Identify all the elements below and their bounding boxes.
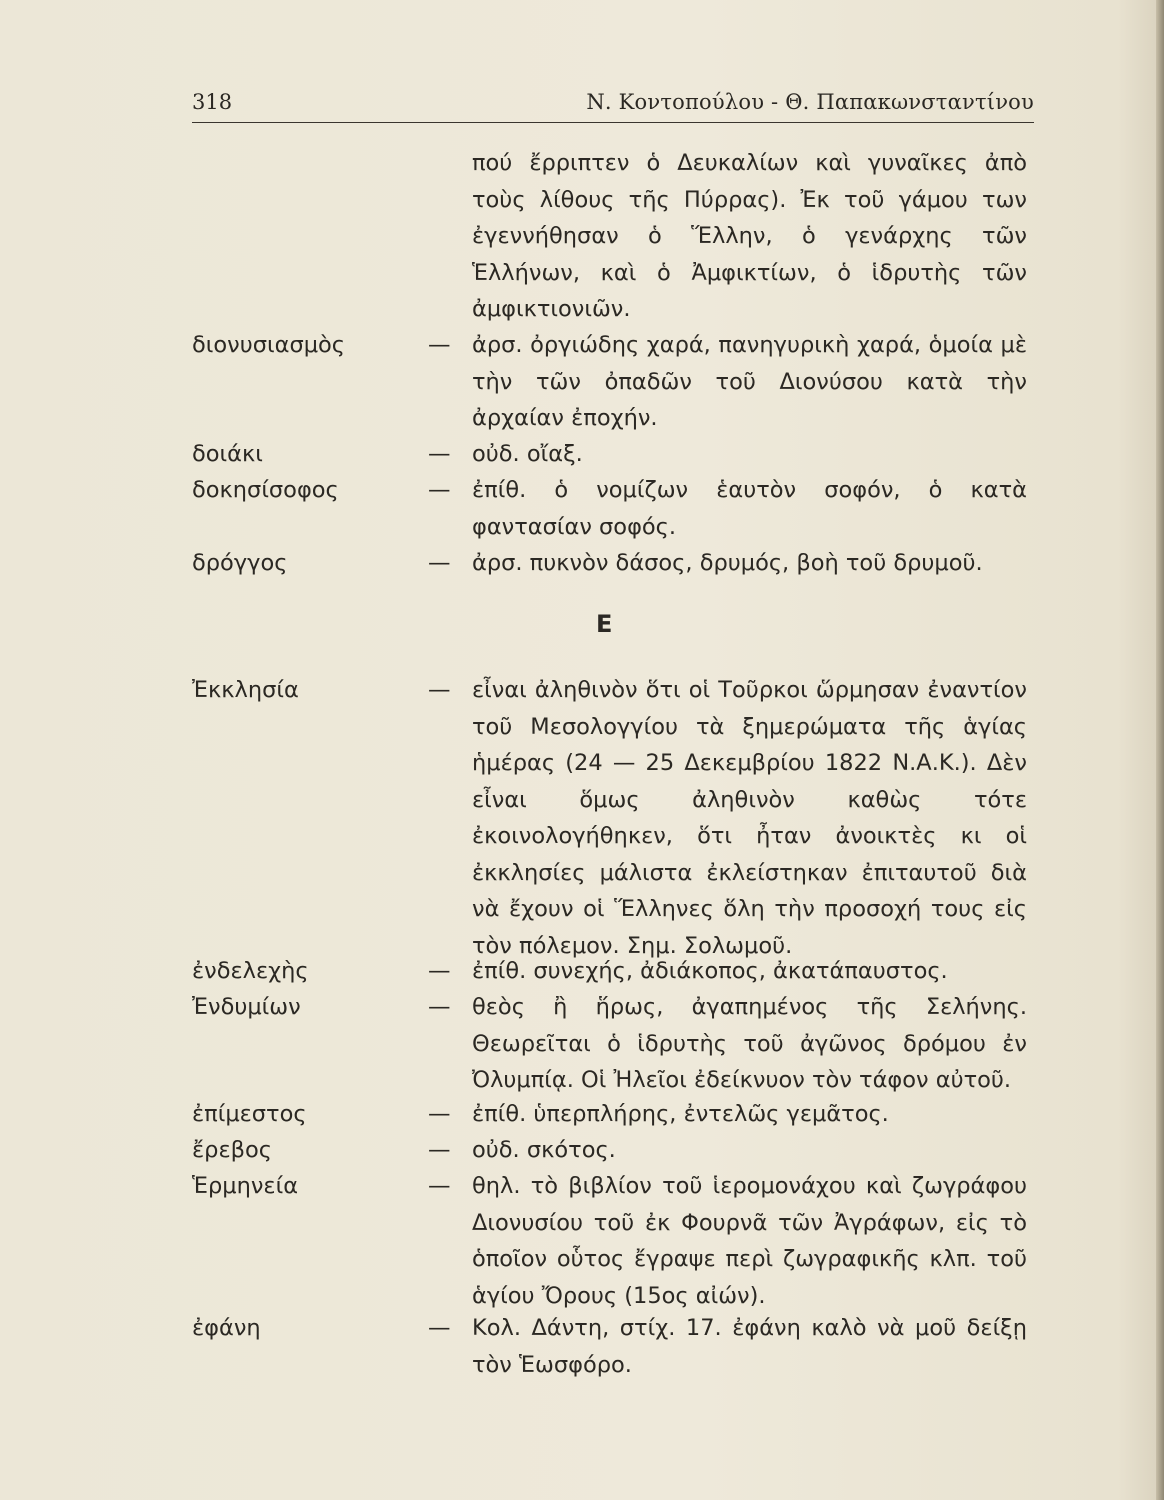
entry-definition: Κολ. Δάντη, στίχ. 17. ἐφάνη καλὸ νὰ μοῦ δείξῃ τὸν Ἑωσφόρο. bbox=[472, 1315, 1027, 1378]
entry-dash: — bbox=[428, 1315, 451, 1341]
entry-dash: — bbox=[428, 550, 451, 576]
section-letter: Ε bbox=[596, 610, 614, 638]
page-header bbox=[192, 86, 1034, 120]
entry-headword: ἐνδελεχὴς bbox=[192, 958, 309, 984]
entry-dash: — bbox=[428, 477, 451, 503]
entry-headword: ἔρεβος bbox=[192, 1137, 272, 1163]
page-number: 318 bbox=[192, 90, 233, 114]
entry-headword: Ἐκκλησία bbox=[192, 677, 299, 703]
entry-dash: — bbox=[428, 1173, 451, 1199]
entry-definition: ἐπίθ. ὁ νομίζων ἑαυτὸν σοφόν, ὁ κατὰ φαντασίαν σοφός. bbox=[472, 477, 1027, 540]
entry-dash: — bbox=[428, 958, 451, 984]
entry-definition: πού ἔρριπτεν ὁ Δευκαλίων καὶ γυναῖκες ἀπὸ τοὺς λίθους τῆς Πύρρας). Ἐκ τοῦ γάμου των ἐγεννήθησαν ὁ Ἕλλην, ὁ γενάρχης τῶν Ἑλλήνων, καὶ ὁ Ἀμφικτίων, ὁ ἱδρυτὴς τῶν ἀμφικτιονιῶν. bbox=[472, 150, 1027, 322]
entry-definition: ἐπίθ. συνεχής, ἀδιάκοπος, ἀκατάπαυστος. bbox=[472, 958, 948, 984]
entry-headword: ἐπίμεστος bbox=[192, 1101, 307, 1127]
entry-definition: ἀρσ. ὀργιώδης χαρά, πανηγυρικὴ χαρά, ὁμοία μὲ τὴν τῶν ὀπαδῶν τοῦ Διονύσου κατὰ τὴν ἀρχαίαν ἐποχήν. bbox=[472, 332, 1027, 431]
entry-dash: — bbox=[428, 441, 451, 467]
entry-definition: θεὸς ἢ ἥρως, ἀγαπημένος τῆς Σελήνης. Θεωρεῖται ὁ ἱδρυτὴς τοῦ ἀγῶνος δρόμου ἐν Ὀλυμπίᾳ. Οἱ Ἠλεῖοι ἐδείκνυον τὸν τάφον αὐτοῦ. bbox=[472, 994, 1027, 1093]
entry-headword: Ἑρμηνεία bbox=[192, 1173, 299, 1199]
header-rule bbox=[192, 122, 1034, 123]
entry-definition: οὐδ. σκότος. bbox=[472, 1137, 616, 1163]
page-edge-shadow bbox=[1156, 0, 1164, 1500]
entry-definition: εἶναι ἀληθινὸν ὅτι οἱ Τοῦρκοι ὥρμησαν ἐναντίον τοῦ Μεσολογγίου τὰ ξημερώματα τῆς ἁγίας ἡμέρας (24 — 25 Δεκεμβρίου 1822 Ν.Α.Κ.). Δὲν εἶναι ὅμως ἀληθινὸν καθὼς τότε ἐκοινολογήθηκεν, ὅτι ἦταν ἀνοικτὲς κι οἱ ἐκκλησίες μάλιστα ἐκλείστηκαν ἐπιταυτοῦ διὰ νὰ ἔχουν οἱ Ἕλληνες ὅλη τὴν προσοχή τους εἰς τὸν πόλεμον. Σημ. Σολωμοῦ. bbox=[472, 677, 1027, 959]
entry-definition: ἀρσ. πυκνὸν δάσος, δρυμός, βοὴ τοῦ δρυμοῦ. bbox=[472, 550, 983, 576]
entry-headword: δρόγγος bbox=[192, 550, 288, 576]
entry-definition: ἐπίθ. ὑπερπλήρης, ἐντελῶς γεμᾶτος. bbox=[472, 1101, 889, 1127]
entry-definition: θηλ. τὸ βιβλίον τοῦ ἱερομονάχου καὶ ζωγράφου Διονυσίου τοῦ ἐκ Φουρνᾶ τῶν Ἀγράφων, εἰς τὸ ὁποῖον οὗτος ἔγραψε περὶ ζωγραφικῆς κλπ. τοῦ ἁγίου Ὄρους (15ος αἰών). bbox=[472, 1173, 1027, 1309]
entry-definition: οὐδ. οἴαξ. bbox=[472, 441, 583, 467]
entry-headword: ἐφάνη bbox=[192, 1315, 261, 1341]
entry-dash: — bbox=[428, 1101, 451, 1127]
entry-dash: — bbox=[428, 677, 451, 703]
entry-dash: — bbox=[428, 1137, 451, 1163]
entry-headword: δοιάκι bbox=[192, 441, 263, 467]
entry-dash: — bbox=[428, 994, 451, 1020]
entry-headword: διονυσιασμὸς bbox=[192, 332, 345, 358]
entry-headword: Ἐνδυμίων bbox=[192, 994, 301, 1020]
running-head: Ν. Κοντοπούλου - Θ. Παπακωνσταντίνου bbox=[586, 90, 1034, 114]
entry-headword: δοκησίσοφος bbox=[192, 477, 339, 503]
entry-dash: — bbox=[428, 332, 451, 358]
